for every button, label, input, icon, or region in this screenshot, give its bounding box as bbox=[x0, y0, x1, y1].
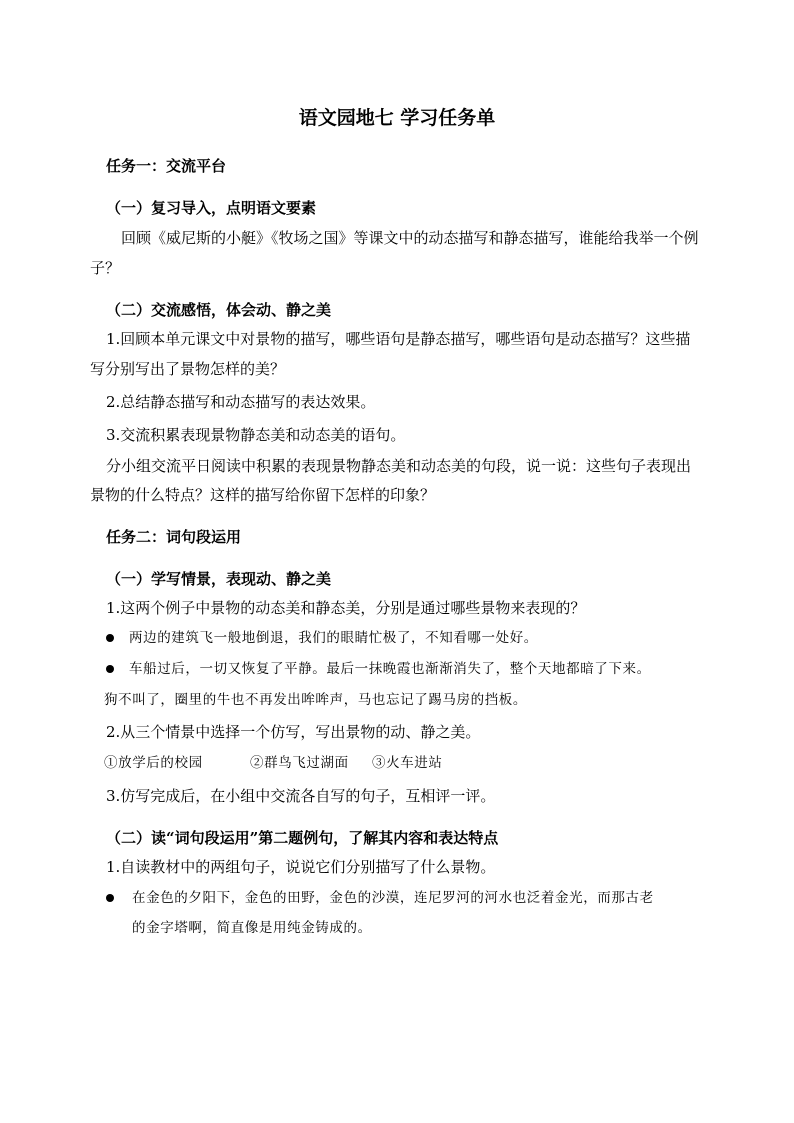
bullet-icon bbox=[106, 894, 114, 902]
task1-section1-heading: （一）复习导入，点明语文要素 bbox=[106, 199, 317, 217]
task1-section2-paragraph-line2: 景物的什么特点？这样的描写给你留下怎样的印象？ bbox=[90, 486, 436, 504]
task2-section1-question2: 2.从三个情景中选择一个仿写，写出景物的动、静之美。 bbox=[106, 723, 481, 741]
task2-section1-heading: （一）学写情景，表现动、静之美 bbox=[106, 570, 332, 588]
page-title: 语文园地七 学习任务单 bbox=[298, 107, 496, 129]
task2-section2-example-line1: 在金色的夕阳下，金色的田野，金色的沙漠，连尼罗河的河水也泛着金光，而那古老 bbox=[132, 890, 654, 906]
task2-section1-question3: 3.仿写完成后，在小组中交流各自写的句子，互相评一评。 bbox=[106, 787, 496, 805]
task1-section1-paragraph-line2: 子？ bbox=[90, 259, 121, 277]
task2-example2-line2: 狗不叫了，圈里的牛也不再发出哞哞声，马也忘记了踢马房的挡板。 bbox=[104, 692, 527, 708]
bullet-icon bbox=[106, 665, 114, 673]
task1-heading: 任务一：交流平台 bbox=[106, 157, 227, 175]
task2-section2-question1: 1.自读教材中的两组句子，说说它们分别描写了什么景物。 bbox=[106, 858, 496, 876]
task2-example1: 两边的建筑飞一般地倒退，我们的眼睛忙极了，不知看哪一处好。 bbox=[129, 630, 538, 646]
task2-heading: 任务二：词句段运用 bbox=[106, 528, 242, 546]
scene-option-2: ②群鸟飞过湖面 bbox=[250, 755, 349, 771]
scene-option-3: ③火车进站 bbox=[372, 755, 443, 771]
task1-section2-heading: （二）交流感悟，体会动、静之美 bbox=[106, 301, 332, 319]
task1-section2-item1-line1: 1.回顾本单元课文中对景物的描写，哪些语句是静态描写，哪些语句是动态描写？这些描 bbox=[106, 330, 691, 348]
task1-section2-paragraph-line1: 分小组交流平日阅读中积累的表现景物静态美和动态美的句段，说一说：这些句子表现出 bbox=[106, 457, 692, 475]
task1-section1-paragraph-line1: 回顾《威尼斯的小艇》《牧场之国》等课文中的动态描写和静态描写，谁能给我举一个例 bbox=[121, 229, 699, 247]
bullet-icon bbox=[106, 634, 114, 642]
task2-section1-question1: 1.这两个例子中景物的动态美和静态美，分别是通过哪些景物来表现的？ bbox=[106, 599, 586, 617]
task1-section2-item2: 2.总结静态描写和动态描写的表达效果。 bbox=[106, 393, 376, 411]
task1-section2-item3: 3.交流积累表现景物静态美和动态美的语句。 bbox=[106, 426, 406, 444]
task2-example2-line1: 车船过后，一切又恢复了平静。最后一抹晚霞也渐渐消失了，整个天地都暗了下来。 bbox=[129, 661, 651, 677]
task2-section2-example-line2: 的金字塔啊，简直像是用纯金铸成的。 bbox=[132, 920, 372, 936]
task1-section2-item1-line2: 写分别写出了景物怎样的美？ bbox=[90, 360, 286, 378]
scene-option-1: ①放学后的校园 bbox=[104, 755, 203, 771]
task2-section2-heading: （二）读“词句段运用”第二题例句，了解其内容和表达特点 bbox=[106, 829, 499, 847]
